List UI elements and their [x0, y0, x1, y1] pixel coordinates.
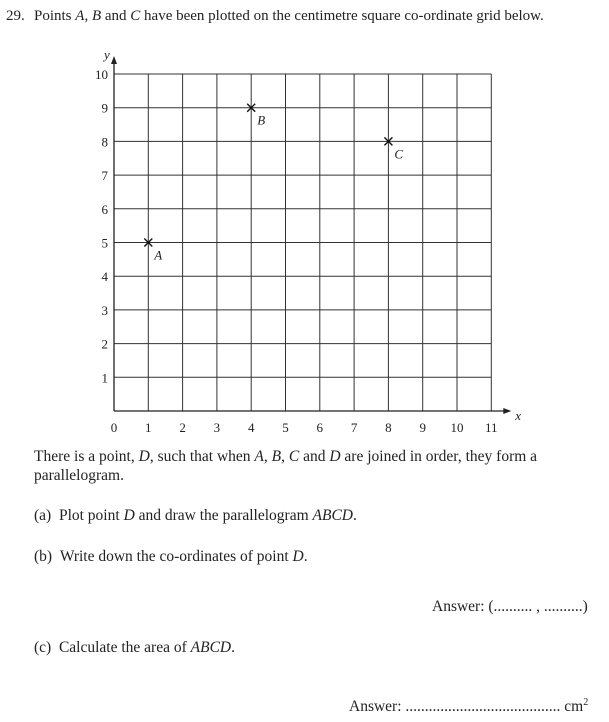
question-number: 29. — [6, 8, 25, 24]
answer-b[interactable]: Answer: (.......... , ..........) — [432, 598, 588, 615]
point-label-b: B — [257, 112, 266, 128]
x-tick-label: 6 — [316, 420, 324, 435]
y-tick-label: 4 — [101, 269, 108, 285]
y-tick-label: 7 — [101, 168, 108, 184]
part-b: (b) Write down the co-ordinates of point D. — [34, 548, 308, 565]
x-axis-label: x — [515, 408, 522, 423]
y-tick-label: 3 — [101, 302, 108, 318]
axes — [102, 47, 521, 423]
y-tick-label: 10 — [95, 67, 108, 82]
x-tick-label: 8 — [385, 420, 392, 435]
x-tick-label: 0 — [110, 420, 118, 435]
x-tick-label: 1 — [145, 420, 152, 435]
y-tick-label: 5 — [101, 235, 108, 251]
point-label-c: C — [394, 146, 404, 162]
x-tick-labels — [111, 420, 498, 435]
x-tick-label: 3 — [213, 420, 221, 435]
answer-c[interactable]: Answer: ........................................ $cm^2$ — [349, 697, 589, 716]
y-tick-label: 6 — [101, 201, 108, 217]
y-tick-label: 9 — [101, 100, 108, 116]
part-a: (a) Plot point D and draw the parallelogram ABCD. — [34, 507, 357, 524]
y-axis-arrow-icon — [111, 56, 117, 64]
x-tick-label: 9 — [419, 420, 426, 435]
question-intro: Points A, B and C have been plotted on the centimetre square co-ordinate grid below. — [34, 8, 544, 24]
x-axis-arrow-icon — [503, 408, 511, 414]
grid-lines — [114, 74, 491, 411]
plotted-points — [144, 104, 403, 263]
x-tick-label: 4 — [247, 420, 255, 435]
x-tick-label: 10 — [450, 420, 464, 435]
parallelogram-description: There is a point, D, such that when A, B, C and D are joined in order, they form a parallelogram. — [34, 448, 538, 484]
y-tick-label: 8 — [101, 134, 108, 150]
point-label-a: A — [154, 247, 163, 263]
y-tick-labels — [95, 67, 109, 385]
x-tick-label: 5 — [282, 420, 289, 435]
y-tick-label: 1 — [101, 370, 108, 386]
part-c: (c) Calculate the area of ABCD. — [34, 639, 235, 656]
y-tick-label: 2 — [101, 336, 108, 352]
x-tick-label: 2 — [179, 420, 186, 435]
y-axis-label: y — [104, 47, 110, 62]
x-tick-label: 7 — [350, 420, 358, 435]
x-tick-label: 11 — [485, 420, 498, 435]
